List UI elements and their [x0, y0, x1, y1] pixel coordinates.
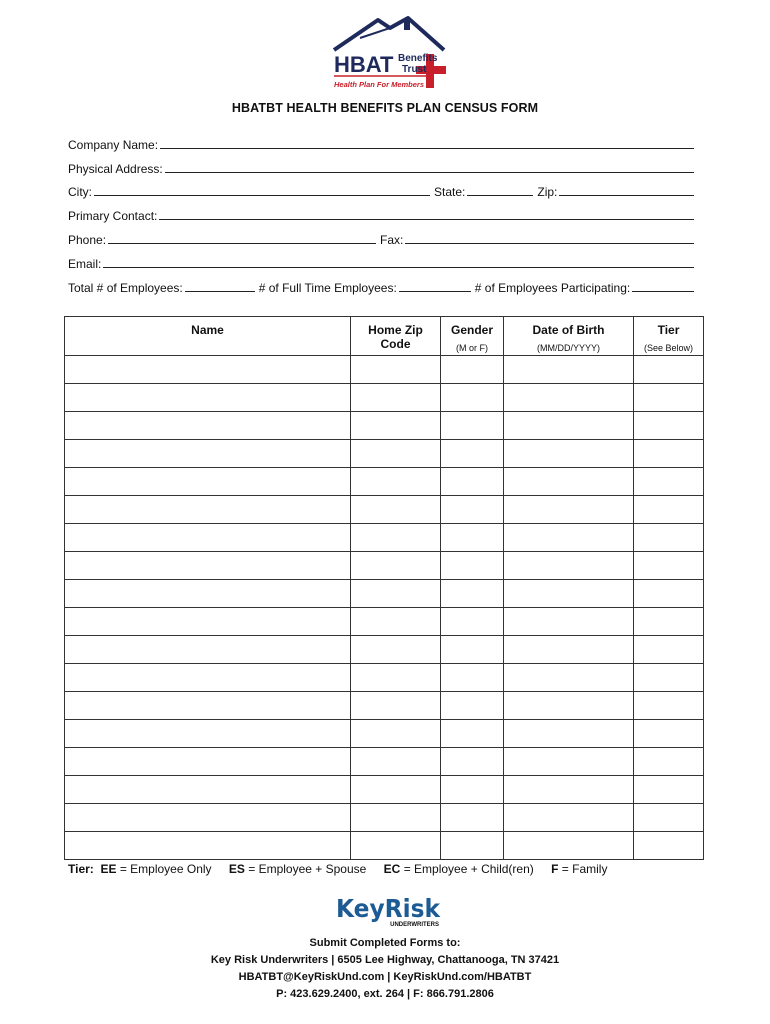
employees-row: [68, 279, 698, 295]
cell-tier[interactable]: [634, 664, 704, 692]
email-label: Email:: [68, 257, 102, 271]
table-row: [65, 664, 704, 692]
hbat-logo: [330, 14, 450, 94]
cell-dob[interactable]: [504, 580, 634, 608]
table-row: [65, 832, 704, 860]
cell-gender[interactable]: [441, 384, 504, 412]
employees-participating-field[interactable]: [632, 290, 694, 292]
primary-contact-row: [68, 207, 698, 223]
email-field[interactable]: [103, 266, 694, 268]
total-employees-field[interactable]: [185, 290, 255, 292]
cell-name[interactable]: [65, 384, 351, 412]
zip-field[interactable]: [559, 194, 694, 196]
table-row: [65, 440, 704, 468]
cell-tier[interactable]: [634, 692, 704, 720]
cell-gender[interactable]: [441, 776, 504, 804]
cell-zip[interactable]: [351, 832, 441, 860]
cell-tier[interactable]: [634, 776, 704, 804]
cell-name[interactable]: [65, 552, 351, 580]
cell-gender[interactable]: [441, 832, 504, 860]
cell-zip[interactable]: [351, 356, 441, 384]
cell-zip[interactable]: [351, 412, 441, 440]
cell-dob[interactable]: [504, 776, 634, 804]
cell-dob[interactable]: [504, 384, 634, 412]
city-field[interactable]: [94, 194, 430, 196]
cell-gender[interactable]: [441, 524, 504, 552]
cell-name[interactable]: [65, 412, 351, 440]
cell-zip[interactable]: [351, 440, 441, 468]
table-row: [65, 748, 704, 776]
census-header-row: [65, 317, 704, 356]
cell-dob[interactable]: [504, 552, 634, 580]
keyrisk-logo: [333, 893, 443, 929]
keyrisk-sub-text: UNDERWRITERS: [390, 922, 439, 928]
cell-name[interactable]: [65, 776, 351, 804]
table-row: [65, 356, 704, 384]
footer-submit-line: Submit Completed Forms to:: [309, 937, 461, 949]
col-zip-header: [351, 317, 441, 356]
table-row: [65, 692, 704, 720]
cell-gender[interactable]: [441, 664, 504, 692]
tier-legend-label: Tier:: [68, 862, 94, 876]
cell-gender[interactable]: [441, 636, 504, 664]
col-tier-label: Tier: [657, 323, 680, 337]
footer-address-line: Key Risk Underwriters | 6505 Lee Highway, Chattanooga, TN 37421: [210, 954, 560, 966]
cell-dob[interactable]: [504, 804, 634, 832]
cell-name[interactable]: [65, 356, 351, 384]
tier-f-text: = Family: [561, 862, 608, 876]
col-gender-sub: (M or F): [456, 343, 488, 353]
cell-gender[interactable]: [441, 720, 504, 748]
email-row: [68, 255, 698, 271]
employees-participating-label: # of Employees Participating:: [474, 281, 631, 295]
phone-label: Phone:: [68, 233, 107, 247]
primary-contact-field[interactable]: [159, 218, 694, 220]
cell-tier[interactable]: [634, 412, 704, 440]
col-name-header: [65, 317, 351, 356]
cell-gender[interactable]: [441, 552, 504, 580]
cell-zip[interactable]: [351, 804, 441, 832]
fax-field[interactable]: [405, 242, 694, 244]
cell-tier[interactable]: [634, 496, 704, 524]
footer-phone-line: P: 423.629.2400, ext. 264 | F: 866.791.2806: [276, 988, 494, 1000]
census-table: [64, 316, 704, 860]
cell-dob[interactable]: [504, 440, 634, 468]
cell-dob[interactable]: [504, 664, 634, 692]
cell-tier[interactable]: [634, 580, 704, 608]
city-state-zip-row: [68, 183, 698, 199]
table-row: [65, 804, 704, 832]
phone-fax-row: [68, 231, 698, 247]
cell-name[interactable]: [65, 524, 351, 552]
cell-gender[interactable]: [441, 608, 504, 636]
physical-address-field[interactable]: [165, 171, 694, 173]
full-time-employees-label: # of Full Time Employees:: [258, 281, 397, 295]
col-gender-header: [441, 317, 504, 356]
tier-ee-code: EE: [100, 862, 117, 876]
table-row: [65, 636, 704, 664]
col-dob-header: [504, 317, 634, 356]
city-label: City:: [68, 185, 92, 199]
cell-tier[interactable]: [634, 440, 704, 468]
hbat-tagline-text: Health Plan For Members: [334, 80, 425, 89]
cell-gender[interactable]: [441, 356, 504, 384]
cell-zip[interactable]: [351, 776, 441, 804]
tier-es-code: ES: [228, 862, 245, 876]
tier-ec-code: EC: [383, 862, 401, 876]
cell-name[interactable]: [65, 804, 351, 832]
full-time-employees-field[interactable]: [399, 290, 471, 292]
cell-dob[interactable]: [504, 636, 634, 664]
tier-legend: [68, 862, 607, 876]
tier-ec-text: = Employee + Child(ren): [403, 862, 534, 876]
cell-name[interactable]: [65, 636, 351, 664]
cell-name[interactable]: [65, 720, 351, 748]
cell-zip[interactable]: [351, 608, 441, 636]
cell-tier[interactable]: [634, 832, 704, 860]
cell-name[interactable]: [65, 580, 351, 608]
cell-tier[interactable]: [634, 748, 704, 776]
table-row: [65, 580, 704, 608]
company-name-row: [68, 136, 698, 152]
tier-f-code: F: [551, 862, 559, 876]
cell-zip[interactable]: [351, 384, 441, 412]
tier-es-text: = Employee + Spouse: [248, 862, 367, 876]
cell-name[interactable]: [65, 468, 351, 496]
cell-zip[interactable]: [351, 692, 441, 720]
cell-gender[interactable]: [441, 468, 504, 496]
cell-name[interactable]: [65, 692, 351, 720]
hbat-word1-text: Benefits: [398, 53, 438, 64]
total-employees-label: Total # of Employees:: [68, 281, 183, 295]
cell-tier[interactable]: [634, 608, 704, 636]
company-name-label: Company Name:: [68, 138, 159, 152]
table-row: [65, 552, 704, 580]
cell-gender[interactable]: [441, 412, 504, 440]
cell-tier[interactable]: [634, 552, 704, 580]
phone-field[interactable]: [108, 242, 376, 244]
zip-label: Zip:: [537, 185, 558, 199]
cell-zip[interactable]: [351, 496, 441, 524]
cell-zip[interactable]: [351, 524, 441, 552]
cell-name[interactable]: [65, 832, 351, 860]
hbat-brand-text: HBAT: [334, 52, 394, 77]
cell-zip[interactable]: [351, 636, 441, 664]
col-dob-label: Date of Birth: [532, 323, 605, 337]
cell-gender[interactable]: [441, 748, 504, 776]
cell-gender[interactable]: [441, 440, 504, 468]
state-field[interactable]: [467, 194, 533, 196]
table-row: [65, 468, 704, 496]
cell-tier[interactable]: [634, 468, 704, 496]
form-title: HBATBT HEALTH BENEFITS PLAN CENSUS FORM: [231, 101, 539, 115]
cell-name[interactable]: [65, 440, 351, 468]
table-row: [65, 608, 704, 636]
cell-gender[interactable]: [441, 580, 504, 608]
cell-gender[interactable]: [441, 496, 504, 524]
table-row: [65, 524, 704, 552]
cell-zip[interactable]: [351, 468, 441, 496]
cell-tier[interactable]: [634, 636, 704, 664]
cell-zip[interactable]: [351, 748, 441, 776]
cell-tier[interactable]: [634, 384, 704, 412]
hbat-logo-icon: [330, 14, 450, 94]
table-row: [65, 720, 704, 748]
cell-dob[interactable]: [504, 356, 634, 384]
primary-contact-label: Primary Contact:: [68, 209, 158, 223]
cell-dob[interactable]: [504, 412, 634, 440]
keyrisk-logo-icon: [333, 893, 443, 929]
table-row: [65, 496, 704, 524]
cell-gender[interactable]: [441, 692, 504, 720]
cell-gender[interactable]: [441, 804, 504, 832]
cell-tier[interactable]: [634, 720, 704, 748]
cell-dob[interactable]: [504, 608, 634, 636]
physical-address-label: Physical Address:: [68, 162, 163, 176]
cell-zip[interactable]: [351, 720, 441, 748]
col-name-label: Name: [191, 323, 224, 337]
table-row: [65, 412, 704, 440]
cell-name[interactable]: [65, 608, 351, 636]
table-row: [65, 384, 704, 412]
col-dob-sub: (MM/DD/YYYY): [537, 343, 600, 353]
col-zip-label: Home Zip Code: [368, 323, 423, 351]
col-tier-header: [634, 317, 704, 356]
state-label: State:: [434, 185, 466, 199]
physical-address-row: [68, 160, 698, 176]
keyrisk-name-text: KeyRisk: [336, 894, 442, 923]
cell-dob[interactable]: [504, 720, 634, 748]
cell-dob[interactable]: [504, 748, 634, 776]
cell-dob[interactable]: [504, 832, 634, 860]
fax-label: Fax:: [380, 233, 404, 247]
cell-dob[interactable]: [504, 692, 634, 720]
cell-name[interactable]: [65, 664, 351, 692]
table-row: [65, 776, 704, 804]
cell-zip[interactable]: [351, 664, 441, 692]
cell-zip[interactable]: [351, 552, 441, 580]
tier-ee-text: = Employee Only: [119, 862, 212, 876]
company-name-field[interactable]: [160, 147, 694, 149]
cell-name[interactable]: [65, 748, 351, 776]
cell-zip[interactable]: [351, 580, 441, 608]
cell-dob[interactable]: [504, 468, 634, 496]
cell-dob[interactable]: [504, 524, 634, 552]
col-gender-label: Gender: [450, 323, 493, 337]
cell-name[interactable]: [65, 496, 351, 524]
cell-dob[interactable]: [504, 496, 634, 524]
hbat-word2-text: Trust: [402, 64, 427, 75]
col-tier-sub: (See Below): [643, 343, 694, 353]
cell-tier[interactable]: [634, 524, 704, 552]
cell-tier[interactable]: [634, 356, 704, 384]
footer-email-line: HBATBT@KeyRiskUnd.com | KeyRiskUnd.com/HBATBT: [238, 971, 532, 983]
cell-tier[interactable]: [634, 804, 704, 832]
